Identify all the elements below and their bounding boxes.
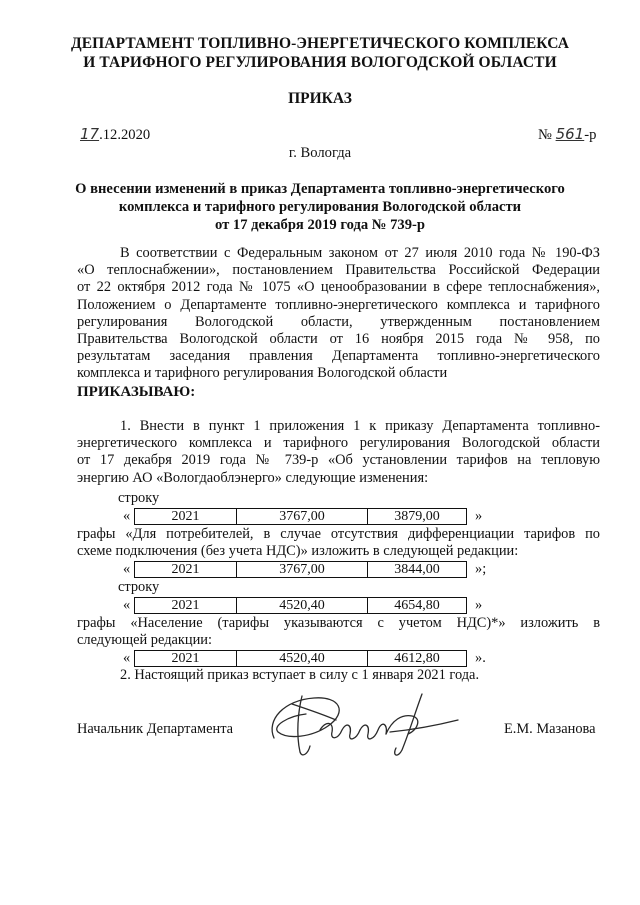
item-1 <box>77 418 600 487</box>
item-1-line: от 17 декабря 2019 года № 739-р «Об установлении тарифов на тепловую <box>77 452 600 469</box>
preamble-line: «О теплоснабжении», постановлением Правительства Российской Федерации <box>77 262 600 279</box>
preamble-line: результатам заседания правления Департамента топливно-энергетического <box>77 348 600 365</box>
document-type: ПРИКАЗ <box>288 90 352 107</box>
item-1-line: энергетического комплекса и тарифного регулирования Вологодской области <box>77 435 600 452</box>
graph-2 <box>77 615 600 649</box>
preamble-line: Положением о Департаменте топливно-энергетического комплекса и тарифного <box>77 296 600 313</box>
subject-line-1: О внесении изменений в приказ Департамента топливно-энергетического <box>75 181 565 197</box>
cell-value-2: 3879,00 <box>367 508 467 525</box>
quote-open: « <box>123 508 131 524</box>
quote-close: »; <box>475 561 487 577</box>
cell-year: 2021 <box>134 508 237 525</box>
preamble-line: регулирования Вологодской области, утвержденным постановлением <box>77 313 600 330</box>
handwritten-signature-image <box>262 690 462 760</box>
date-day-handwritten: 17 <box>80 125 100 143</box>
quote-open: « <box>123 597 131 613</box>
department-title-line-1: ДЕПАРТАМЕНТ ТОПЛИВНО-ЭНЕРГЕТИЧЕСКОГО КОМПЛЕКСА <box>70 35 570 52</box>
cell-value-1: 3767,00 <box>236 561 368 578</box>
cell-year: 2021 <box>134 561 237 578</box>
cell-year: 2021 <box>134 650 237 667</box>
preamble-line: Правительства Вологодской области от 16 ноября 2015 года № 958, по <box>77 331 600 348</box>
preamble <box>77 245 600 383</box>
word-stroku-2: строку <box>118 579 160 595</box>
number-suffix: -р <box>584 127 597 143</box>
quote-close: » <box>475 597 483 613</box>
document-number <box>538 125 596 144</box>
graph-1 <box>77 526 600 560</box>
item-2: 2. Настоящий приказ вступает в силу с 1 января 2021 года. <box>120 667 480 683</box>
item-1-line: энергию АО «Вологдаоблэнерго» следующие изменения: <box>77 469 429 486</box>
number-handwritten: 561 <box>555 125 585 143</box>
cell-value-1: 3767,00 <box>236 508 368 525</box>
cell-value-1: 4520,40 <box>236 650 368 667</box>
city: г. Вологда <box>288 145 352 161</box>
number-sign: № <box>538 127 552 143</box>
graph-1-line: графы «Для потребителей, в случае отсутствия дифференциации тарифов по <box>77 526 600 542</box>
order-word: ПРИКАЗЫВАЮ: <box>77 384 196 400</box>
quote-close: ». <box>475 650 486 666</box>
tariff-row-1 <box>77 508 600 527</box>
preamble-line: комплекса и тарифного регулирования Вологодской области <box>77 365 448 382</box>
graph-1-line: схеме подключения (без учета НДС)» изложить в следующей редакции: <box>77 543 519 560</box>
quote-open: « <box>123 650 131 666</box>
item-1-line: 1. Внести в пункт 1 приложения 1 к приказу Департамента топливно- <box>120 418 600 434</box>
graph-2-line: графы «Население (тарифы указываются с учетом НДС)*» изложить в <box>77 615 600 631</box>
cell-value-2: 4612,80 <box>367 650 467 667</box>
tariff-row-2 <box>77 561 600 580</box>
signature-strokes <box>272 694 458 755</box>
quote-open: « <box>123 561 131 577</box>
subject-line-2: комплекса и тарифного регулирования Вологодской области <box>118 199 522 215</box>
date-rest: .12.2020 <box>99 127 151 143</box>
graph-2-line: следующей редакции: <box>77 632 212 649</box>
cell-value-1: 4520,40 <box>236 597 368 614</box>
cell-year: 2021 <box>134 597 237 614</box>
cell-value-2: 4654,80 <box>367 597 467 614</box>
document-date <box>80 125 150 144</box>
tariff-row-3 <box>77 597 600 616</box>
subject-line-3: от 17 декабря 2019 года № 739-р <box>215 217 425 233</box>
cell-value-2: 3844,00 <box>367 561 467 578</box>
signatory-name: Е.М. Мазанова <box>504 721 596 737</box>
preamble-line: от 22 октября 2012 года № 1075 «О ценообразовании в сфере теплоснабжения», <box>77 279 600 296</box>
preamble-line: В соответствии с Федеральным законом от 27 июля 2010 года № 190-ФЗ <box>120 245 600 261</box>
quote-close: » <box>475 508 483 524</box>
department-title-line-2: И ТАРИФНОГО РЕГУЛИРОВАНИЯ ВОЛОГОДСКОЙ ОБЛАСТИ <box>83 54 557 71</box>
word-stroku-1: строку <box>118 490 160 506</box>
signatory-position: Начальник Департамента <box>77 721 234 737</box>
